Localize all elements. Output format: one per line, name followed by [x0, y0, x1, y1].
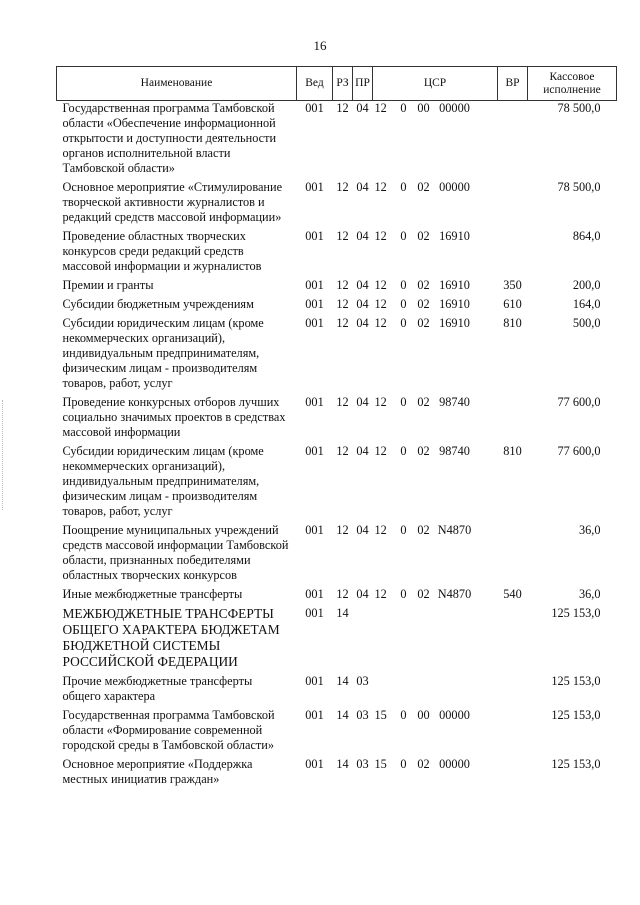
row-vr	[498, 674, 528, 708]
row-sum: 500,0	[572, 316, 601, 330]
row-csr	[373, 229, 498, 278]
row-sum: 164,0	[572, 297, 601, 311]
row-ved: 001	[305, 297, 324, 311]
table-row	[57, 523, 617, 587]
row-sum: 77 600,0	[557, 395, 601, 409]
header-vr: ВР	[498, 67, 528, 101]
csr-part: 12	[374, 101, 387, 115]
csr-part: 15	[374, 708, 387, 722]
row-csr	[373, 523, 498, 587]
table-row	[57, 674, 617, 708]
row-rz: 14	[336, 606, 349, 620]
csr-part: 12	[374, 444, 387, 458]
row-vr: 540	[503, 587, 522, 601]
row-pr: 03	[356, 757, 369, 771]
csr-part: 02	[417, 757, 430, 771]
row-rz: 12	[336, 229, 349, 243]
row-pr: 04	[356, 587, 369, 601]
row-csr	[373, 180, 498, 229]
csr-part: 00000	[439, 101, 470, 115]
row-pr	[353, 606, 373, 674]
row-rz: 14	[336, 757, 349, 771]
row-ved: 001	[305, 180, 324, 194]
row-pr: 04	[356, 444, 369, 458]
row-csr	[373, 278, 498, 297]
row-ved: 001	[305, 757, 324, 771]
row-name: Поощрение муниципальных учреждений средств массовой информации Тамбовской области, признанных победителями областных творческих конкурсов	[62, 523, 289, 582]
row-sum: 36,0	[578, 523, 601, 537]
row-csr	[373, 101, 498, 181]
csr-part: 12	[374, 587, 387, 601]
header-ved: Вед	[297, 67, 333, 101]
row-pr: 04	[356, 316, 369, 330]
csr-part: 02	[417, 523, 430, 537]
csr-part: 12	[374, 180, 387, 194]
row-ved: 001	[305, 523, 324, 537]
row-ved: 001	[305, 708, 324, 722]
row-sum: 78 500,0	[557, 180, 601, 194]
row-name: Государственная программа Тамбовской области «Обеспечение информационной открытости и доступности деятельности органов исполнительной власти Тамбовской области»	[62, 101, 277, 175]
row-sum: 36,0	[578, 587, 601, 601]
table-row	[57, 278, 617, 297]
csr-part: 0	[400, 316, 407, 330]
row-pr: 04	[356, 180, 369, 194]
row-csr	[373, 674, 498, 708]
row-pr: 04	[356, 278, 369, 292]
row-rz: 12	[336, 523, 349, 537]
margin-mark	[2, 400, 7, 510]
csr-part: 0	[400, 587, 407, 601]
row-ved: 001	[305, 606, 324, 620]
row-sum: 77 600,0	[557, 444, 601, 458]
csr-part: 12	[374, 395, 387, 409]
csr-part: 02	[417, 395, 430, 409]
table-row	[57, 444, 617, 523]
row-pr: 03	[356, 674, 369, 688]
row-pr: 04	[356, 297, 369, 311]
row-rz: 12	[336, 395, 349, 409]
csr-part: 02	[417, 278, 430, 292]
row-csr	[373, 606, 498, 674]
row-csr	[373, 757, 498, 791]
csr-part: 0	[400, 757, 407, 771]
csr-part: N4870	[437, 523, 472, 537]
row-sum: 78 500,0	[557, 101, 601, 115]
row-ved: 001	[305, 444, 324, 458]
csr-part: N4870	[437, 587, 472, 601]
csr-part: 98740	[439, 395, 470, 409]
row-rz: 12	[336, 587, 349, 601]
row-rz: 12	[336, 278, 349, 292]
csr-part: 00	[417, 101, 430, 115]
csr-part: 98740	[439, 444, 470, 458]
row-csr	[373, 297, 498, 316]
row-name: Государственная программа Тамбовской области «Формирование современной городской среды в Тамбовской области»	[62, 708, 275, 752]
header-name: Наименование	[57, 67, 297, 101]
table-row	[57, 316, 617, 395]
table-row	[57, 229, 617, 278]
row-rz: 14	[336, 708, 349, 722]
row-name: Субсидии юридическим лицам (кроме некоммерческих организаций), индивидуальным предпринимателям, физическим лицам - производителям товаров, работ, услуг	[62, 316, 264, 390]
csr-part: 16910	[439, 297, 470, 311]
csr-part: 02	[417, 316, 430, 330]
row-name: МЕЖБЮДЖЕТНЫЕ ТРАНСФЕРТЫ ОБЩЕГО ХАРАКТЕРА БЮДЖЕТАМ БЮДЖЕТНОЙ СИСТЕМЫ РОССИЙСКОЙ ФЕДЕРАЦИИ	[62, 606, 280, 669]
row-ved: 001	[305, 395, 324, 409]
row-csr	[373, 395, 498, 444]
row-rz: 12	[336, 297, 349, 311]
csr-part: 02	[417, 444, 430, 458]
row-vr: 810	[503, 444, 522, 458]
table-row	[57, 757, 617, 791]
row-rz: 12	[336, 316, 349, 330]
csr-part: 0	[400, 297, 407, 311]
row-vr	[498, 395, 528, 444]
row-pr: 03	[356, 708, 369, 722]
row-name: Проведение областных творческих конкурсов среди редакций средств массовой информации и журналистов	[62, 229, 262, 273]
row-pr: 04	[356, 229, 369, 243]
header-pr: ПР	[353, 67, 373, 101]
csr-part: 00000	[439, 757, 470, 771]
csr-part: 12	[374, 229, 387, 243]
row-vr	[498, 606, 528, 674]
row-vr: 810	[503, 316, 522, 330]
csr-part: 00	[417, 708, 430, 722]
row-csr	[373, 444, 498, 523]
header-rz: РЗ	[333, 67, 353, 101]
csr-part: 12	[374, 316, 387, 330]
row-name: Премии и гранты	[62, 278, 154, 292]
csr-part: 0	[400, 229, 407, 243]
row-rz: 12	[336, 444, 349, 458]
csr-part: 0	[400, 523, 407, 537]
row-ved: 001	[305, 674, 324, 688]
page-number: 16	[313, 38, 327, 53]
csr-part: 02	[417, 229, 430, 243]
row-pr: 04	[356, 523, 369, 537]
row-pr: 04	[356, 101, 369, 115]
row-vr	[498, 229, 528, 278]
csr-part: 15	[374, 757, 387, 771]
row-vr	[498, 708, 528, 757]
row-name: Основное мероприятие «Поддержка местных инициатив граждан»	[62, 757, 253, 786]
row-ved: 001	[305, 278, 324, 292]
csr-part: 0	[400, 180, 407, 194]
row-name: Основное мероприятие «Стимулирование творческой активности журналистов и редакций средств массовой информации»	[62, 180, 283, 224]
csr-part: 0	[400, 395, 407, 409]
table-row	[57, 297, 617, 316]
header-csr: ЦСР	[373, 67, 498, 101]
row-name: Проведение конкурсных отборов лучших социально значимых проектов в средствах массовой информации	[62, 395, 286, 439]
row-sum: 200,0	[572, 278, 601, 292]
budget-table	[56, 66, 617, 791]
csr-part: 02	[417, 297, 430, 311]
row-pr: 04	[356, 395, 369, 409]
row-sum: 125 153,0	[551, 757, 601, 771]
row-csr	[373, 708, 498, 757]
row-sum: 864,0	[572, 229, 601, 243]
table-row	[57, 606, 617, 674]
csr-part: 12	[374, 278, 387, 292]
row-vr: 350	[503, 278, 522, 292]
row-sum: 125 153,0	[551, 674, 601, 688]
row-ved: 001	[305, 101, 324, 115]
table-row	[57, 708, 617, 757]
row-sum: 125 153,0	[551, 606, 601, 620]
row-rz: 12	[336, 101, 349, 115]
table-row	[57, 395, 617, 444]
csr-part: 0	[400, 101, 407, 115]
row-rz: 14	[336, 674, 349, 688]
row-name: Прочие межбюджетные трансферты общего характера	[62, 674, 253, 703]
row-csr	[373, 316, 498, 395]
csr-part: 00000	[439, 708, 470, 722]
csr-part: 00000	[439, 180, 470, 194]
csr-part: 12	[374, 523, 387, 537]
csr-part: 12	[374, 297, 387, 311]
header-sum: Кассовое исполнение	[528, 67, 617, 101]
csr-part: 0	[400, 444, 407, 458]
table-row	[57, 101, 617, 181]
row-sum: 125 153,0	[551, 708, 601, 722]
row-ved: 001	[305, 316, 324, 330]
csr-part: 16910	[439, 316, 470, 330]
row-vr	[498, 180, 528, 229]
csr-part: 0	[400, 708, 407, 722]
row-ved: 001	[305, 587, 324, 601]
row-name: Иные межбюджетные трансферты	[62, 587, 243, 601]
row-vr: 610	[503, 297, 522, 311]
row-name: Субсидии бюджетным учреждениям	[62, 297, 254, 311]
row-csr	[373, 587, 498, 606]
csr-part: 16910	[439, 229, 470, 243]
row-vr	[498, 757, 528, 791]
row-name: Субсидии юридическим лицам (кроме некоммерческих организаций), индивидуальным предпринимателям, физическим лицам - производителям товаров, работ, услуг	[62, 444, 264, 518]
table-row	[57, 180, 617, 229]
row-vr	[498, 101, 528, 181]
csr-part: 16910	[439, 278, 470, 292]
csr-part: 02	[417, 587, 430, 601]
row-vr	[498, 523, 528, 587]
table-row	[57, 587, 617, 606]
table-header	[57, 67, 617, 101]
csr-part: 0	[400, 278, 407, 292]
row-ved: 001	[305, 229, 324, 243]
row-rz: 12	[336, 180, 349, 194]
csr-part: 02	[417, 180, 430, 194]
